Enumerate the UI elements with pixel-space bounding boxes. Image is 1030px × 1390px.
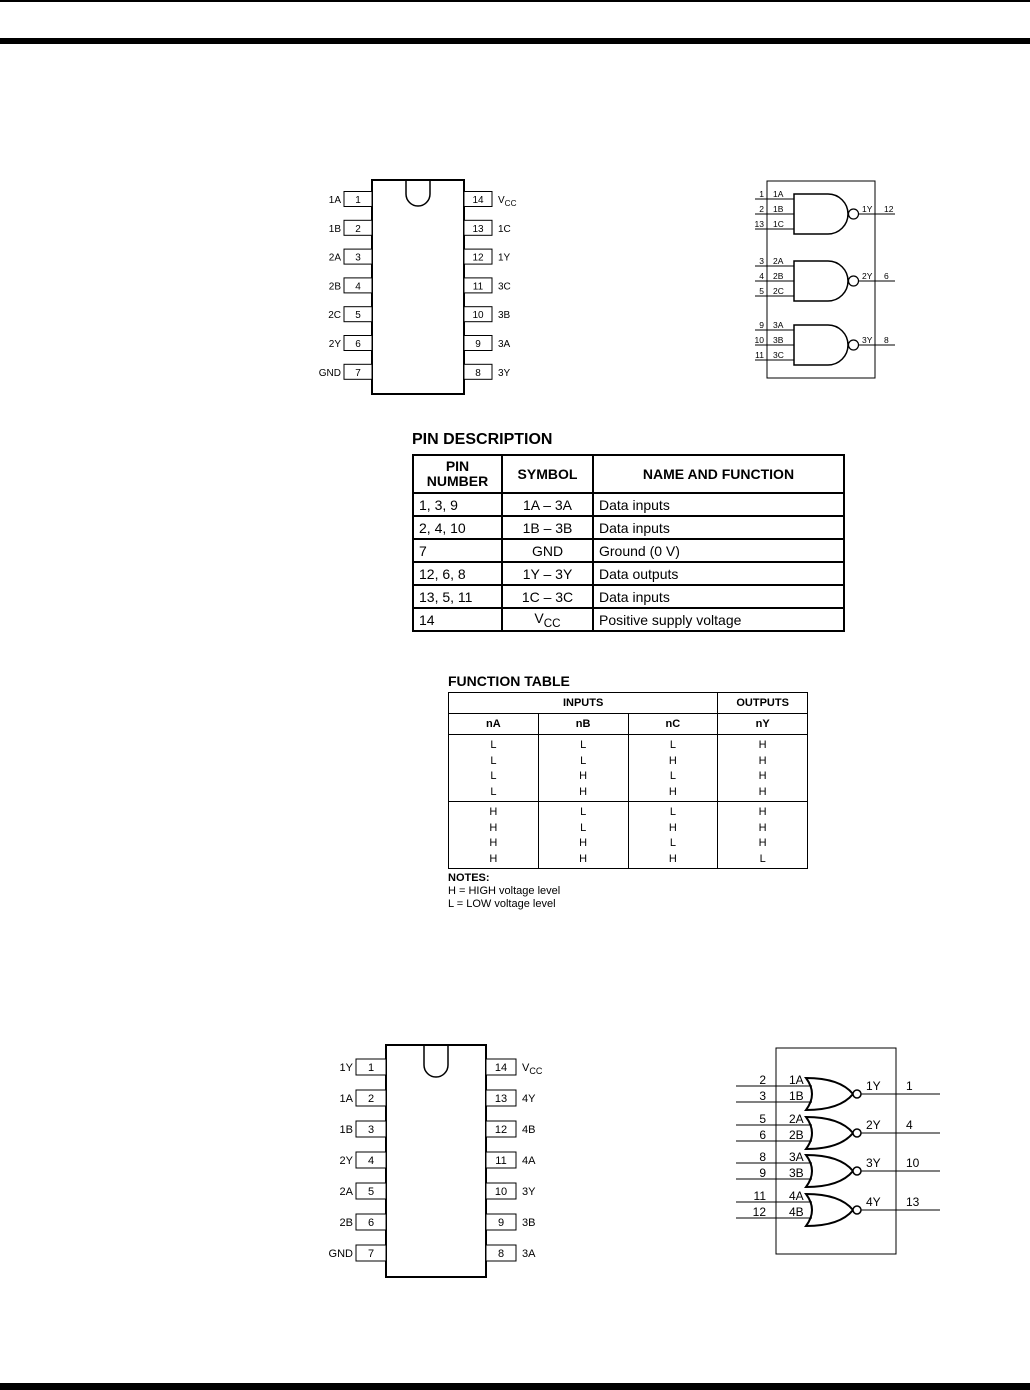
symbol-text: 1C – 3C: [521, 588, 574, 605]
nor-gate-3: [806, 1155, 853, 1187]
pin-number: 12: [472, 252, 484, 264]
pin-number: 14: [472, 195, 484, 206]
function-cell: Data outputs: [593, 562, 844, 585]
gate-output-number: 10: [906, 1156, 920, 1170]
pin-name: 3A: [522, 1248, 536, 1260]
truth-value: L: [490, 785, 497, 798]
pin-numbers-cell: 1, 3, 9: [413, 493, 502, 516]
inversion-bubble: [853, 1206, 861, 1214]
function-table: [448, 692, 808, 869]
gate-input-number: 12: [752, 1205, 766, 1219]
symbol-text: 1A – 3A: [522, 496, 573, 513]
pin-name: 1Y: [339, 1062, 353, 1074]
truth-cell-column: [538, 735, 628, 802]
truth-value: L: [490, 739, 497, 751]
gate-output-number: 8: [884, 335, 889, 345]
note-low: L = LOW voltage level: [448, 898, 556, 910]
pin-number: 3: [355, 252, 361, 264]
inversion-bubble: [853, 1167, 861, 1175]
truth-value: L: [669, 806, 676, 818]
pin-number: 4: [367, 1155, 375, 1167]
symbol-cell: [502, 539, 593, 562]
nor-gate-2: [806, 1117, 853, 1149]
symbol-text: 1Y – 3Y: [522, 565, 573, 582]
truth-value: L: [580, 739, 587, 751]
pin-number: 1: [367, 1062, 375, 1074]
gate-input-name: 3B: [773, 335, 784, 345]
outputs-header: OUTPUTS: [718, 693, 808, 714]
table-row: [413, 608, 844, 631]
nor-gate-4: [806, 1194, 853, 1226]
pin-name: 1C: [498, 223, 511, 235]
gate-output-number: 4: [906, 1118, 913, 1132]
gate-input-name: 2A: [789, 1112, 804, 1126]
pin-number: 9: [497, 1217, 505, 1229]
pin-number: 11: [495, 1155, 507, 1167]
truth-value: H: [579, 837, 588, 849]
gate-output-number: 1: [906, 1079, 913, 1093]
pin-name: 3Y: [498, 367, 511, 379]
gate-input-name: 3A: [789, 1150, 804, 1164]
symbol-text: GND: [531, 542, 564, 559]
truth-cell-column: [449, 735, 539, 802]
table-row: [413, 562, 844, 585]
pin-name: 2C: [328, 310, 341, 322]
truth-value: L: [580, 821, 587, 834]
header-symbol: SYMBOL: [502, 455, 593, 493]
pin-numbers-cell: 14: [413, 608, 502, 631]
gate-input-number: 3: [759, 1089, 766, 1103]
header-pin-number: PIN NUMBER: [413, 455, 502, 493]
truth-value: H: [668, 852, 677, 865]
gate-input-name: 1B: [773, 204, 784, 214]
truth-value: L: [580, 806, 587, 818]
pin-number: 5: [367, 1186, 375, 1198]
pin-number: 10: [472, 310, 484, 322]
pin-name: 2Y: [339, 1155, 353, 1167]
pin-name: 2B: [339, 1217, 353, 1229]
pin-number: 7: [367, 1248, 375, 1260]
symbol-cell: [502, 562, 593, 585]
function-table-heading: FUNCTION TABLE: [448, 673, 570, 689]
inversion-bubble: [853, 1090, 861, 1098]
pin-name: 3B: [522, 1217, 536, 1229]
pin-number: 3: [367, 1124, 375, 1136]
gate-output-number: 12: [884, 204, 894, 214]
pin-numbers-cell: 13, 5, 11: [413, 585, 502, 608]
truth-value: H: [758, 821, 767, 834]
gate-input-name: 1B: [789, 1089, 804, 1103]
gate-input-name: 3A: [773, 320, 784, 330]
truth-value: L: [490, 770, 497, 782]
truth-cell-column: [628, 802, 718, 869]
gate-output-name: 4Y: [866, 1195, 881, 1209]
pin-numbers-cell: 7: [413, 539, 502, 562]
note-high: H = HIGH voltage level: [448, 885, 561, 897]
truth-value: H: [489, 806, 498, 818]
pin-number: 6: [367, 1217, 375, 1229]
symbol-cell: [502, 608, 593, 631]
pin-numbers-cell: 2, 4, 10: [413, 516, 502, 539]
truth-value: H: [489, 837, 498, 849]
table-row: [413, 493, 844, 516]
pin-name: 4A: [522, 1155, 536, 1167]
pin-number: 9: [475, 339, 481, 350]
gate-input-number: 9: [759, 320, 764, 330]
pin-number: 6: [355, 339, 361, 350]
col-na: nA: [449, 714, 539, 735]
pin-name: 2A: [339, 1186, 353, 1198]
pin-description-table: [412, 454, 845, 632]
gate-input-name: 1A: [773, 189, 784, 199]
pin-number: 8: [475, 367, 481, 379]
truth-value: H: [579, 770, 588, 782]
gate-output-name: 1Y: [866, 1079, 881, 1093]
pin-name: 1Y: [498, 252, 511, 264]
pin-name: 3A: [498, 339, 511, 350]
bottom-thick-rule: [0, 1383, 1030, 1390]
gate-input-name: 4A: [789, 1189, 804, 1203]
truth-value: H: [489, 821, 498, 834]
inversion-bubble: [853, 1129, 861, 1137]
gate-input-number: 8: [759, 1150, 766, 1164]
truth-value: H: [758, 785, 767, 798]
gate-input-name: 2C: [773, 286, 784, 296]
truth-cell-column: [449, 802, 539, 869]
nor-gate-1: [806, 1078, 853, 1110]
gate-input-name: 2B: [773, 271, 784, 281]
gate-input-name: 4B: [789, 1205, 804, 1219]
truth-value: L: [490, 754, 497, 767]
table-row-group: [449, 802, 808, 869]
pin-name-sub: CC: [504, 199, 517, 208]
col-ny: nY: [718, 714, 808, 735]
gate-input-number: 9: [759, 1166, 766, 1180]
pin-name-sub: CC: [529, 1066, 543, 1076]
function-cell: Data inputs: [593, 493, 844, 516]
truth-value: H: [579, 785, 588, 798]
pin-number: 2: [355, 223, 361, 235]
gate-input-number: 5: [759, 1112, 766, 1126]
pin-name: 3Y: [522, 1186, 536, 1198]
pin-name: $V_{CC}$: [522, 1062, 543, 1076]
function-cell: Ground (0 V): [593, 539, 844, 562]
gate-input-name: 3B: [789, 1166, 804, 1180]
gate-output-number: 6: [884, 271, 889, 281]
symbol-cell: [502, 585, 593, 608]
pin-number: 2: [367, 1093, 375, 1105]
gate-input-number: 6: [759, 1128, 766, 1142]
pin-number: 5: [355, 310, 361, 322]
gate-input-number: 13: [754, 219, 764, 229]
gate-input-number: 10: [754, 335, 764, 345]
truth-value: L: [669, 770, 676, 782]
gate-output-name: 1Y: [862, 204, 873, 214]
gate-input-name: 1C: [773, 219, 784, 229]
header-name-function: NAME AND FUNCTION: [593, 455, 844, 493]
gate-input-number: 11: [755, 350, 764, 360]
gate-input-name: 1A: [789, 1073, 804, 1087]
truth-cell-column: [628, 735, 718, 802]
truth-value: H: [489, 852, 498, 865]
pin-name: 4Y: [522, 1093, 536, 1105]
truth-cell-column: [538, 802, 628, 869]
gate-input-number: 2: [759, 1073, 766, 1087]
pin-number: 12: [494, 1124, 508, 1136]
pin-numbers-cell: 12, 6, 8: [413, 562, 502, 585]
pin-name: 2A: [328, 252, 341, 264]
gate-output-number: 13: [906, 1195, 920, 1209]
pin-number: 4: [355, 281, 361, 293]
gate-input-name: 2B: [789, 1128, 804, 1142]
pin-number: 11: [472, 281, 484, 293]
pin-name: 3C: [498, 281, 511, 293]
pin-name: 1B: [339, 1124, 353, 1136]
pin-name: 1B: [328, 223, 341, 235]
table-row: [413, 516, 844, 539]
gate-output-name: 2Y: [862, 271, 873, 281]
pin-name: 1A: [328, 195, 341, 206]
gate-input-number: 4: [759, 271, 764, 281]
gate-output-name: 3Y: [866, 1156, 881, 1170]
notes: [448, 872, 560, 911]
pin-number: 10: [494, 1186, 508, 1198]
pin-number: 13: [494, 1093, 508, 1105]
truth-value: L: [580, 754, 587, 767]
gate-output-name: 2Y: [866, 1118, 881, 1132]
pin-name: 4B: [522, 1124, 536, 1136]
truth-value: H: [579, 852, 588, 865]
function-cell: Data inputs: [593, 585, 844, 608]
pin-description-heading: PIN DESCRIPTION: [412, 431, 553, 448]
pin-name: $V_{CC}$: [498, 195, 517, 208]
function-cell: Positive supply voltage: [593, 608, 844, 631]
gate-input-number: 5: [759, 286, 764, 296]
symbol-subscript: CC: [543, 616, 561, 630]
inputs-header: INPUTS: [449, 693, 718, 714]
truth-value: L: [669, 739, 676, 751]
pin-name: 2B: [328, 281, 341, 293]
pin-name: 1A: [339, 1093, 353, 1105]
symbol-cell: [502, 493, 593, 516]
pin-name: GND: [328, 1248, 353, 1260]
pin-name: 3B: [498, 310, 511, 322]
table-row: [413, 539, 844, 562]
truth-value: H: [758, 754, 767, 767]
symbol-text: V: [534, 609, 544, 626]
truth-value: H: [758, 739, 767, 751]
gate-input-number: 3: [759, 256, 764, 266]
function-cell: Data inputs: [593, 516, 844, 539]
gate-input-number: 11: [753, 1189, 766, 1203]
pin-number: 13: [472, 223, 484, 235]
truth-value: H: [668, 821, 677, 834]
gate-input-number: 2: [759, 204, 764, 214]
truth-value: H: [668, 785, 677, 798]
table-row: [413, 585, 844, 608]
truth-value: H: [758, 770, 767, 782]
gate-output-name: 3Y: [862, 335, 873, 345]
gate-input-name: 3C: [773, 350, 784, 360]
pin-name: 2Y: [328, 339, 341, 350]
table-row-group: [449, 735, 808, 802]
pin-number: 14: [494, 1062, 508, 1074]
truth-value: L: [759, 852, 766, 865]
gate-input-name: 2A: [773, 256, 784, 266]
pin-number: 7: [355, 367, 361, 379]
truth-value: L: [669, 837, 676, 849]
truth-value: H: [668, 754, 677, 767]
pin-number: 1: [355, 195, 361, 206]
truth-value: H: [758, 806, 767, 818]
truth-cell-column: [718, 802, 808, 869]
gate-input-number: 1: [759, 189, 764, 199]
col-nb: nB: [538, 714, 628, 735]
col-nc: nC: [628, 714, 718, 735]
truth-cell-column: [718, 735, 808, 802]
symbol-cell: [502, 516, 593, 539]
symbol-text: 1B – 3B: [522, 519, 573, 536]
notes-title: NOTES:: [448, 872, 490, 884]
truth-value: H: [758, 837, 767, 849]
pin-name: GND: [318, 367, 341, 379]
pin-number: 8: [497, 1248, 505, 1260]
